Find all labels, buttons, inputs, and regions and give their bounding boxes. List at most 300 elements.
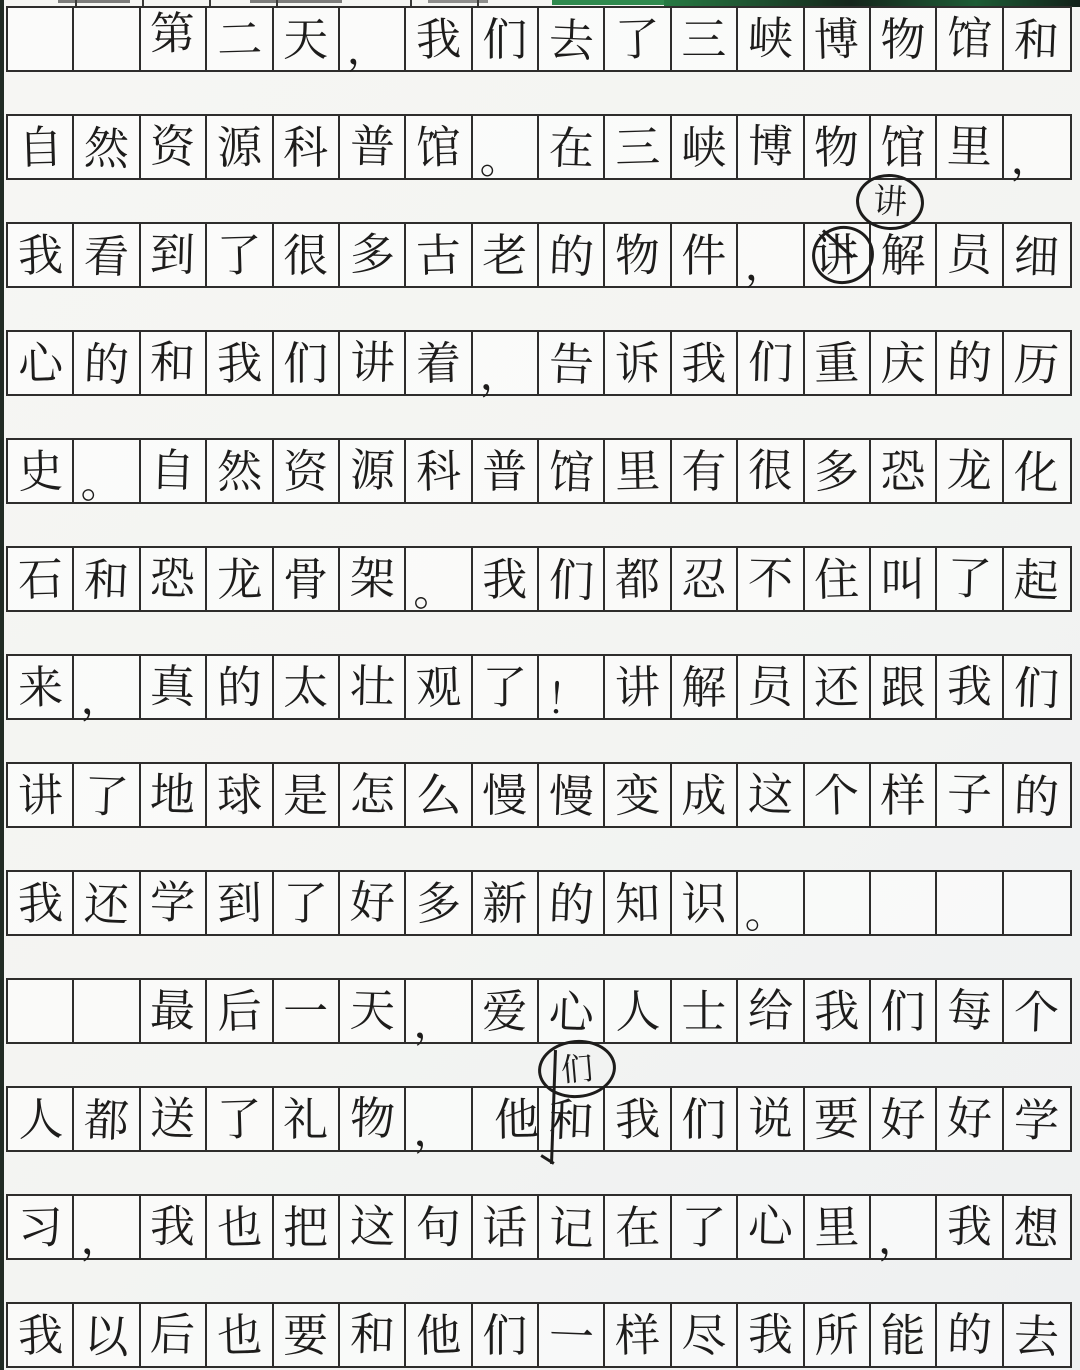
grid-row xyxy=(6,330,1072,399)
grid-cell xyxy=(207,8,273,70)
grid-cell xyxy=(473,1196,539,1258)
grid-cell xyxy=(738,548,804,610)
grid-cell xyxy=(937,224,1003,286)
grid-cell xyxy=(340,8,406,75)
handwritten-char: 重 xyxy=(813,335,860,391)
handwritten-char: 然 xyxy=(83,120,131,176)
handwritten-char: 资 xyxy=(283,444,329,498)
grid-cell xyxy=(8,872,74,934)
correction-jiang-char: 讲 xyxy=(871,180,909,224)
handwritten-char: 历 xyxy=(1013,336,1061,392)
handwritten-char: 的 xyxy=(547,228,595,284)
grid-cell xyxy=(672,548,738,610)
grid-cell xyxy=(738,1196,804,1258)
handwritten-char: 怎 xyxy=(348,766,396,822)
grid-cell xyxy=(74,1088,140,1150)
handwritten-char: 忍 xyxy=(681,552,727,606)
grid-cell xyxy=(274,8,340,70)
handwritten-char: 了 xyxy=(946,550,993,606)
handwritten-char: 龙 xyxy=(216,551,263,607)
grid-cell xyxy=(8,548,74,610)
handwritten-char: 地 xyxy=(149,766,197,822)
handwritten-char: 化 xyxy=(1013,444,1061,500)
paper-top-edge-mark xyxy=(250,0,342,3)
handwritten-char: 古 xyxy=(415,227,462,283)
grid-cell xyxy=(340,1088,406,1150)
paper-top-edge-mark xyxy=(58,0,130,3)
grid-cell xyxy=(406,764,472,826)
handwritten-char: 了 xyxy=(681,1200,727,1254)
handwritten-char: 馆 xyxy=(946,10,993,66)
grid-cell xyxy=(738,116,804,178)
handwritten-char: 想 xyxy=(1013,1200,1061,1256)
grid-cell xyxy=(406,332,472,394)
handwritten-char: 这 xyxy=(348,1198,396,1254)
handwritten-char: 爱 xyxy=(482,984,528,1038)
grid-cell xyxy=(605,980,671,1042)
grid-cell xyxy=(805,872,871,934)
grid-cell xyxy=(805,332,871,394)
grid-cell xyxy=(340,332,406,394)
handwritten-char: 句 xyxy=(415,1199,462,1255)
handwritten-char: 我 xyxy=(16,227,64,283)
grid-cell xyxy=(74,980,140,1042)
handwritten-char: 了 xyxy=(83,768,131,824)
grid-cell xyxy=(937,116,1003,178)
grid-cell xyxy=(805,764,871,826)
handwritten-char: 送 xyxy=(149,1090,197,1146)
handwritten-char: 住 xyxy=(813,551,860,607)
grid-cell xyxy=(937,872,1003,934)
handwritten-char: 馆 xyxy=(415,119,462,175)
grid-cell xyxy=(738,332,804,394)
handwritten-char: ， xyxy=(744,240,788,291)
handwritten-char: 庆 xyxy=(880,336,926,390)
handwritten-char: 学 xyxy=(1013,1092,1061,1148)
handwritten-char: 讲 xyxy=(614,659,661,715)
handwritten-char: 博 xyxy=(813,11,860,67)
handwritten-char: 他 xyxy=(415,1307,462,1363)
handwritten-char: 能 xyxy=(880,1308,926,1362)
handwritten-char: 叫 xyxy=(880,552,926,606)
handwritten-char: 在 xyxy=(614,1199,661,1255)
grid-cell xyxy=(738,440,804,502)
handwritten-char: 士 xyxy=(681,984,727,1038)
grid-cell xyxy=(937,980,1003,1042)
handwritten-char: 尽 xyxy=(681,1308,727,1362)
grid-cell xyxy=(473,1088,539,1150)
handwritten-char: 人 xyxy=(614,983,661,1039)
handwritten-char: ， xyxy=(80,674,125,725)
handwritten-char: ， xyxy=(80,1214,125,1265)
handwritten-char: ， xyxy=(1009,134,1054,185)
grid-cell xyxy=(539,872,605,934)
grid-cell xyxy=(141,764,207,826)
grid-cell xyxy=(937,548,1003,610)
grid-cell xyxy=(738,1088,804,1150)
grid-cell xyxy=(74,8,140,70)
grid-cell xyxy=(805,1196,871,1258)
handwritten-char: 以 xyxy=(83,1308,131,1364)
grid-row xyxy=(6,114,1072,185)
grid-cell xyxy=(1004,764,1070,826)
handwritten-char: ， xyxy=(479,350,522,399)
grid-cell xyxy=(340,656,406,718)
grid-cell xyxy=(1004,1304,1070,1366)
grid-cell xyxy=(8,8,74,70)
handwritten-char: 是 xyxy=(283,768,329,822)
handwritten-char: 都 xyxy=(614,551,661,607)
grid-cell xyxy=(340,548,406,610)
grid-row xyxy=(6,1086,1072,1156)
grid-cell xyxy=(207,1088,273,1150)
grid-cell xyxy=(274,1196,340,1258)
grid-cell xyxy=(274,1304,340,1366)
handwritten-char: 我 xyxy=(415,11,462,67)
handwritten-char: 还 xyxy=(813,659,860,715)
handwritten-char: 物 xyxy=(813,119,860,175)
grid-cell xyxy=(871,1088,937,1150)
grid-cell xyxy=(207,1304,273,1366)
grid-cell xyxy=(340,764,406,826)
handwritten-char: 们 xyxy=(1013,660,1061,716)
handwritten-char: 我 xyxy=(216,335,263,391)
handwritten-char: 看 xyxy=(83,228,131,284)
grid-cell xyxy=(340,224,406,286)
handwritten-char: 新 xyxy=(482,876,528,930)
handwritten-char: 我 xyxy=(681,336,727,390)
grid-cell xyxy=(871,8,937,70)
handwritten-char: 多 xyxy=(415,875,462,931)
handwritten-char: 了 xyxy=(216,1091,263,1147)
handwritten-char: 后 xyxy=(216,983,263,1039)
handwritten-char: 多 xyxy=(348,226,396,282)
grid-cell xyxy=(871,872,937,934)
grid-cell xyxy=(871,764,937,826)
grid-cell xyxy=(738,980,804,1042)
grid-cell xyxy=(539,116,605,178)
grid-cell xyxy=(141,224,207,286)
grid-cell xyxy=(871,332,937,394)
grid-cell xyxy=(605,116,671,178)
grid-cell xyxy=(738,1304,804,1366)
correction-men-char: 们 xyxy=(559,1048,595,1090)
handwritten-char: 壮 xyxy=(348,658,396,714)
handwritten-char: 话 xyxy=(482,1200,528,1254)
grid-cell xyxy=(937,1196,1003,1258)
handwritten-char: 学 xyxy=(149,874,197,930)
grid-cell xyxy=(274,656,340,718)
grid-cell xyxy=(539,224,605,286)
handwritten-char: 科 xyxy=(415,443,462,499)
handwritten-char: 他 xyxy=(493,1092,540,1146)
handwritten-char: 很 xyxy=(283,228,329,282)
grid-cell xyxy=(274,332,340,394)
grid-cell xyxy=(539,1304,605,1366)
grid-cell xyxy=(74,116,140,178)
grid-cell xyxy=(539,656,605,725)
handwritten-char: 讲 xyxy=(813,227,860,283)
handwritten-char: 把 xyxy=(283,1200,329,1254)
handwritten-char: 也 xyxy=(216,1307,263,1363)
grid-cell xyxy=(672,980,738,1042)
handwritten-char: 和 xyxy=(1013,12,1061,68)
grid-row xyxy=(6,762,1072,828)
grid-cell xyxy=(672,332,738,394)
handwritten-char: ， xyxy=(412,997,456,1048)
handwritten-char: 的 xyxy=(1013,768,1061,824)
handwritten-char: 馆 xyxy=(880,120,926,174)
grid-cell xyxy=(141,548,207,610)
handwritten-char: 跟 xyxy=(880,660,926,714)
handwritten-char: 到 xyxy=(149,226,197,282)
grid-cell xyxy=(8,116,74,178)
grid-cell xyxy=(805,440,871,502)
handwritten-char: 一 xyxy=(283,984,329,1038)
handwritten-char: 峡 xyxy=(681,120,727,174)
handwritten-char: 么 xyxy=(415,767,462,823)
paper-top-edge-mark xyxy=(428,0,488,3)
grid-cell xyxy=(605,1196,671,1258)
grid-cell xyxy=(274,548,340,610)
grid-cell xyxy=(539,332,605,394)
handwritten-char: 二 xyxy=(216,11,263,67)
handwritten-char: 。 xyxy=(412,565,456,616)
grid-row xyxy=(6,438,1072,509)
grid-cell xyxy=(672,1196,738,1258)
handwritten-char: 件 xyxy=(681,228,727,282)
grid-cell xyxy=(871,1196,937,1263)
handwritten-char: 球 xyxy=(216,767,263,823)
handwritten-char: 有 xyxy=(681,444,727,498)
handwritten-char: 恐 xyxy=(149,550,197,606)
grid-cell xyxy=(74,1304,140,1366)
grid-cell xyxy=(871,548,937,610)
grid-row xyxy=(6,870,1072,939)
grid-cell xyxy=(1004,872,1070,934)
handwritten-char: 慢 xyxy=(482,768,528,822)
handwritten-char: 我 xyxy=(813,983,860,1039)
handwritten-char: 史 xyxy=(16,443,64,499)
grid-cell xyxy=(406,224,472,286)
grid-cell xyxy=(871,224,937,286)
grid-cell xyxy=(274,224,340,286)
grid-cell xyxy=(672,656,738,718)
grid-cell xyxy=(871,980,937,1042)
handwritten-char: 们 xyxy=(482,12,528,66)
grid-cell xyxy=(605,224,671,286)
grid-cell xyxy=(539,1196,605,1258)
grid-cell xyxy=(539,548,605,610)
handwritten-char: 自 xyxy=(16,119,64,175)
grid-cell xyxy=(207,1196,273,1258)
grid-cell xyxy=(605,1088,671,1150)
handwritten-char: 解 xyxy=(880,228,926,282)
handwritten-char: 了 xyxy=(614,11,661,67)
grid-cell xyxy=(340,116,406,178)
grid-cell xyxy=(8,1088,74,1150)
handwritten-char: 物 xyxy=(348,1090,396,1146)
grid-cell xyxy=(605,548,671,610)
handwritten-char: 说 xyxy=(747,1090,794,1146)
handwritten-char: 很 xyxy=(747,442,794,498)
grid-cell xyxy=(207,332,273,394)
handwritten-char: 也 xyxy=(216,1199,263,1255)
grid-cell xyxy=(605,332,671,394)
handwritten-char: 里 xyxy=(946,118,993,174)
handwritten-char: 了 xyxy=(283,876,329,930)
handwritten-char: 峡 xyxy=(747,10,794,66)
handwritten-char: 我 xyxy=(946,1198,993,1254)
grid-cell xyxy=(340,980,406,1042)
handwritten-char: 礼 xyxy=(283,1092,329,1146)
handwritten-char: 的 xyxy=(946,334,993,390)
grid-cell xyxy=(738,656,804,718)
grid-cell xyxy=(340,1196,406,1258)
grid-row xyxy=(6,1194,1072,1265)
grid-cell xyxy=(74,224,140,286)
grid-cell xyxy=(274,872,340,934)
handwritten-char: 给 xyxy=(747,982,794,1038)
handwritten-char: 们 xyxy=(880,984,926,1038)
grid-cell xyxy=(1004,980,1070,1042)
grid-cell xyxy=(605,872,671,934)
handwritten-char: 石 xyxy=(16,551,64,607)
grid-cell xyxy=(274,116,340,178)
handwritten-char: ， xyxy=(346,24,390,75)
handwritten-char: 的 xyxy=(83,336,131,392)
grid-cell xyxy=(871,116,937,178)
handwritten-char: 习 xyxy=(16,1199,64,1255)
handwritten-char: 要 xyxy=(283,1308,329,1362)
handwritten-char: 普 xyxy=(482,444,528,498)
grid-cell xyxy=(473,764,539,826)
grid-cell xyxy=(8,1196,74,1258)
grid-cell xyxy=(207,764,273,826)
grid-cell xyxy=(340,440,406,502)
handwritten-char: 的 xyxy=(216,659,263,715)
handwritten-char: 了 xyxy=(216,227,263,283)
handwritten-char: 博 xyxy=(747,118,794,174)
handwritten-char: 个 xyxy=(813,767,860,823)
handwritten-char: 记 xyxy=(547,1200,595,1256)
handwritten-char: 天 xyxy=(348,982,396,1038)
handwritten-char: 慢 xyxy=(547,768,595,824)
handwritten-char: 都 xyxy=(83,1092,131,1148)
handwritten-char: 心 xyxy=(16,335,64,391)
handwritten-char: 这 xyxy=(747,766,794,822)
handwritten-char: 恐 xyxy=(880,444,926,498)
grid-cell xyxy=(274,764,340,826)
handwritten-char: 和 xyxy=(547,1092,595,1148)
handwritten-char: ， xyxy=(877,1214,920,1263)
handwritten-char: 识 xyxy=(681,876,727,930)
grid-cell xyxy=(1004,440,1070,502)
grid-cell xyxy=(8,332,74,394)
grid-cell xyxy=(738,764,804,826)
grid-cell xyxy=(207,548,273,610)
grid-cell xyxy=(805,1088,871,1150)
grid-row xyxy=(6,546,1072,616)
handwritten-char: 太 xyxy=(283,660,329,714)
grid-cell xyxy=(1004,224,1070,286)
handwritten-char: 骨 xyxy=(283,552,329,606)
handwritten-char: 我 xyxy=(946,658,993,714)
handwritten-char: 们 xyxy=(283,336,329,390)
grid-cell xyxy=(207,224,273,286)
handwritten-char: 我 xyxy=(149,1198,197,1254)
grid-cell xyxy=(473,872,539,934)
grid-cell xyxy=(406,440,472,502)
grid-cell xyxy=(406,1196,472,1258)
handwritten-char: 然 xyxy=(216,443,263,499)
grid-cell xyxy=(672,1088,738,1150)
grid-cell xyxy=(937,1304,1003,1366)
grid-cell xyxy=(473,1304,539,1366)
grid-cell xyxy=(473,8,539,70)
grid-cell xyxy=(473,656,539,718)
grid-row xyxy=(6,978,1072,1048)
handwritten-char: 每 xyxy=(946,982,993,1038)
grid-cell xyxy=(871,656,937,718)
grid-cell xyxy=(738,224,804,291)
grid-cell xyxy=(74,872,140,934)
grid-cell xyxy=(141,872,207,934)
handwritten-char: ， xyxy=(412,1105,456,1156)
handwritten-char: 的 xyxy=(547,876,595,932)
grid-cell xyxy=(539,980,605,1042)
grid-cell xyxy=(1004,1196,1070,1258)
handwritten-char: ！ xyxy=(545,674,589,725)
handwritten-char: 样 xyxy=(614,1307,661,1363)
grid-cell xyxy=(141,8,207,70)
handwritten-char: 源 xyxy=(216,119,263,175)
grid-cell xyxy=(937,1088,1003,1150)
grid-cell xyxy=(738,872,804,939)
handwritten-char: 和 xyxy=(149,334,197,390)
handwritten-char: 和 xyxy=(83,552,131,608)
handwritten-char: 要 xyxy=(813,1091,860,1147)
grid-cell xyxy=(473,548,539,610)
grid-cell xyxy=(141,440,207,502)
grid-cell xyxy=(141,656,207,718)
grid-cell xyxy=(1004,656,1070,718)
handwritten-char: 人 xyxy=(16,1091,64,1147)
grid-cell xyxy=(141,1304,207,1366)
handwritten-char: 真 xyxy=(149,658,197,714)
grid-cell xyxy=(74,440,140,509)
grid-cell xyxy=(274,440,340,502)
grid-cell xyxy=(207,440,273,502)
grid-cell xyxy=(74,764,140,826)
grid-cell xyxy=(141,1088,207,1150)
grid-cell xyxy=(141,1196,207,1258)
grid-cell xyxy=(1004,548,1070,610)
handwritten-char: 们 xyxy=(482,1308,528,1362)
handwritten-char: 多 xyxy=(813,443,860,499)
grid-cell xyxy=(8,224,74,286)
grid-cell xyxy=(937,8,1003,70)
grid-cell xyxy=(141,332,207,394)
handwritten-char: 老 xyxy=(482,228,528,282)
grid-cell xyxy=(406,1088,472,1156)
grid-cell xyxy=(1004,8,1070,70)
grid-cell xyxy=(74,332,140,394)
handwritten-char: 细 xyxy=(1013,228,1061,284)
handwritten-char: 我 xyxy=(614,1091,661,1147)
handwritten-char: 好 xyxy=(946,1090,993,1146)
grid-row xyxy=(6,654,1072,725)
